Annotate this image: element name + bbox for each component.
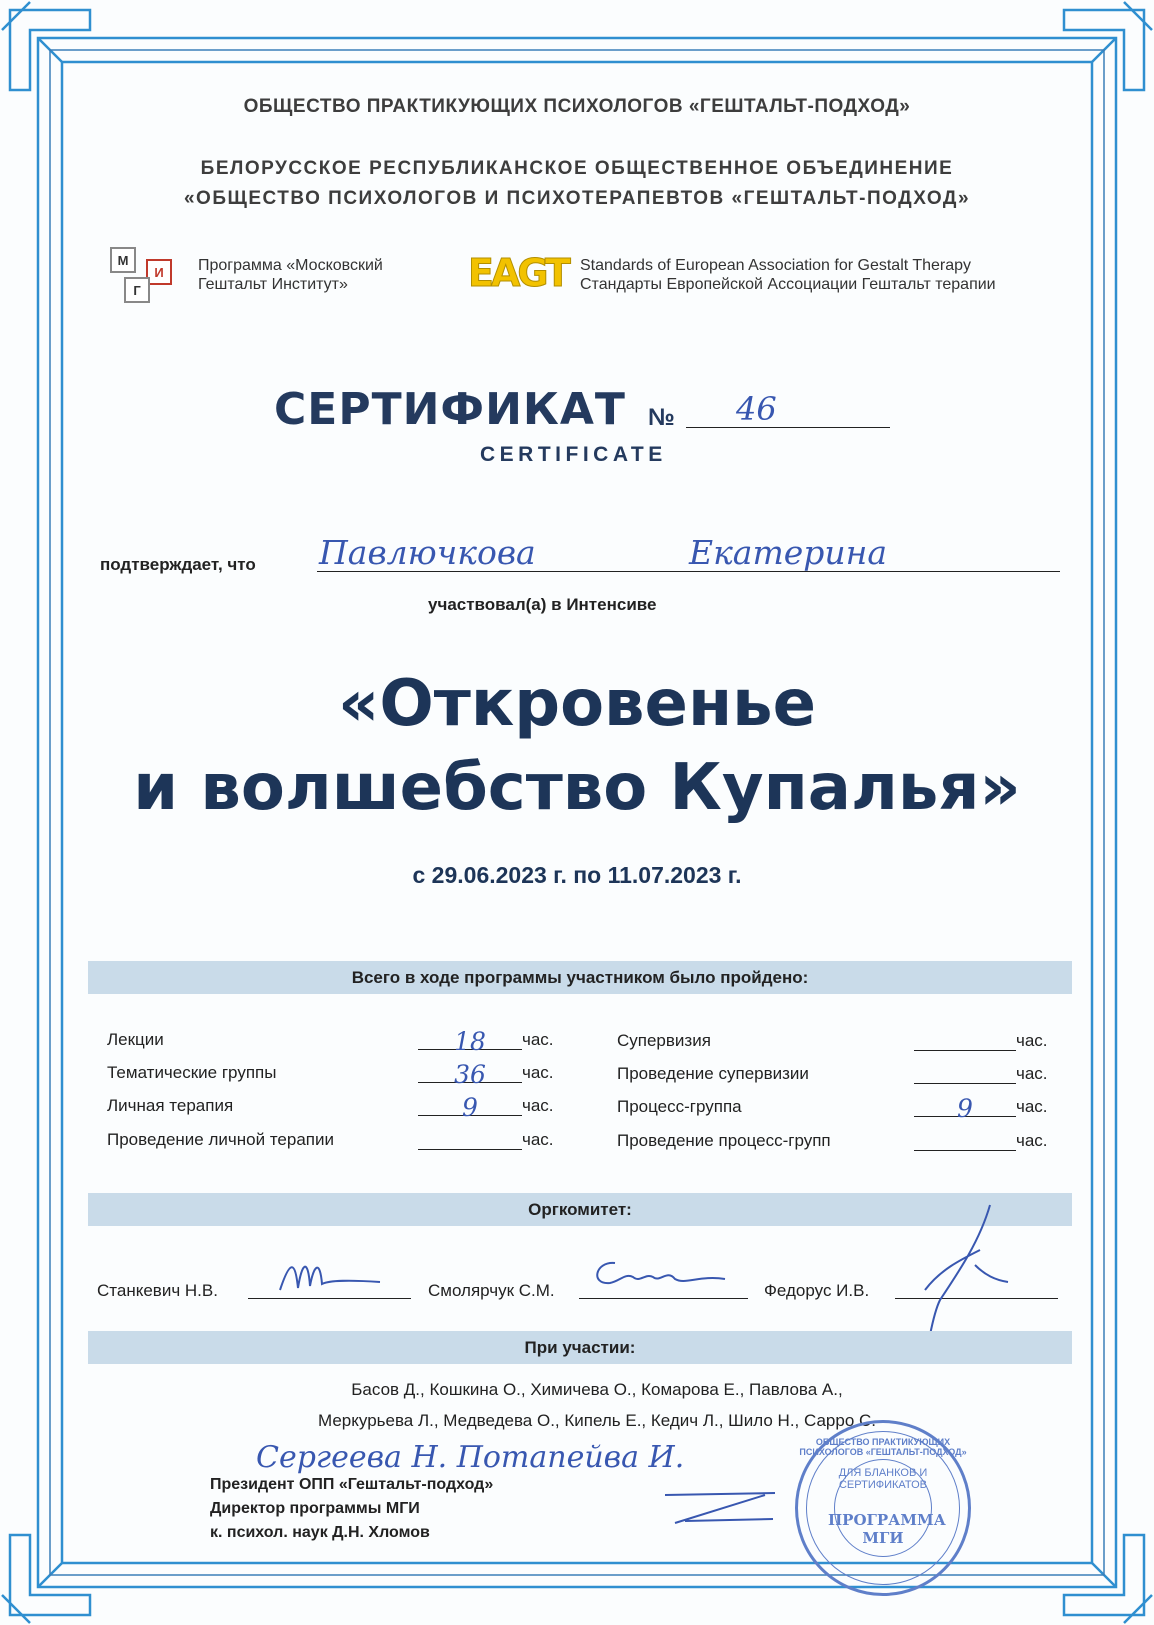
program-title-line2: и волшебство Купалья» xyxy=(133,751,1021,825)
number-field xyxy=(686,390,890,428)
hours-value-row xyxy=(418,1027,554,1056)
recipient-name-field xyxy=(317,533,1060,572)
hours-heading: Всего в ходе программы участником было пройдено: xyxy=(88,961,1072,994)
hours-unit: час. xyxy=(1016,1031,1048,1050)
committee-heading: Оргкомитет: xyxy=(88,1193,1072,1226)
hours-label: Тематические группы xyxy=(107,1063,277,1082)
hours-label: Проведение супервизии xyxy=(617,1064,809,1083)
hours-unit: час. xyxy=(1016,1097,1048,1116)
hours-value-row xyxy=(418,1060,554,1089)
stamp-ring-text: ОБЩЕСТВО ПРАКТИКУЮЩИХ ПСИХОЛОГОВ «ГЕШТАЛЬТ-ПОДХОД» xyxy=(799,1437,967,1457)
committee-member: Федорус И.В. xyxy=(764,1281,870,1300)
mgi-caption-line: Программа «Московский xyxy=(198,257,383,274)
hours-label: Лекции xyxy=(107,1030,164,1049)
hours-value xyxy=(418,1127,522,1150)
hours-value-row xyxy=(914,1028,1048,1051)
participants-handwritten: Сергеева Н. Потапейва И. xyxy=(256,1440,685,1475)
program-title-line1: «Откровенье xyxy=(337,667,817,741)
hours-value: 9 xyxy=(914,1094,1016,1117)
hours-value-row xyxy=(418,1093,554,1122)
hours-value-row xyxy=(914,1061,1048,1084)
program-dates: с 29.06.2023 г. по 11.07.2023 г. xyxy=(412,862,742,888)
hours-label: Проведение личной терапии xyxy=(107,1130,334,1149)
certificate-number: 46 xyxy=(736,390,777,428)
signature-khlomov xyxy=(655,1485,785,1530)
hours-label: Процесс-группа xyxy=(617,1097,742,1116)
hours-label: Проведение процесс-групп xyxy=(617,1131,831,1150)
mgi-logo-letter: И xyxy=(146,259,172,285)
committee-member: Смолярчук С.М. xyxy=(428,1281,555,1300)
signatory-line: Директор программы МГИ xyxy=(210,1500,420,1517)
certificate-subtitle: CERTIFICATE xyxy=(480,443,667,466)
confirm-label: подтверждает, что xyxy=(100,555,256,574)
hours-unit: час. xyxy=(522,1130,554,1149)
org-title: ОБЩЕСТВО ПРАКТИКУЮЩИХ ПСИХОЛОГОВ «ГЕШТАЛЬТ-ПОДХОД» xyxy=(243,96,911,117)
hours-unit: час. xyxy=(1016,1131,1048,1150)
signature-smolyarchuk xyxy=(585,1255,735,1295)
signatory-block xyxy=(210,1473,493,1545)
eagt-logo: EAGT xyxy=(468,251,568,295)
hours-unit: час. xyxy=(1016,1064,1048,1083)
participants-line2: Меркурьева Л., Медведева О., Кипель Е., Кедич Л., Шило Н., Сарро С. xyxy=(318,1411,876,1430)
hours-value xyxy=(914,1128,1016,1151)
hours-value xyxy=(914,1028,1016,1051)
committee-member: Станкевич Н.В. xyxy=(97,1281,218,1300)
eagt-caption-line: Стандарты Европейской Ассоциации Гештальт терапии xyxy=(580,276,996,293)
participation-heading: При участии: xyxy=(88,1331,1072,1364)
mgi-caption xyxy=(198,256,383,294)
hours-value: 9 xyxy=(418,1093,522,1116)
org-subtitle-line1: БЕЛОРУССКОЕ РЕСПУБЛИКАНСКОЕ ОБЩЕСТВЕННОЕ ОБЪЕДИНЕНИЕ xyxy=(200,158,954,179)
recipient-first-name: Екатерина xyxy=(689,533,888,572)
mgi-caption-line: Гештальт Институт» xyxy=(198,276,348,293)
stamp-inner-text: ДЛЯ БЛАНКОВ И СЕРТИФИКАТОВ xyxy=(838,1467,928,1491)
certificate-title: СЕРТИФИКАТ xyxy=(274,384,626,435)
mgi-logo xyxy=(110,247,176,305)
signatory-line: Президент ОПП «Гештальт-подход» xyxy=(210,1476,494,1493)
stamp-center-text: ПРОГРАММА МГИ xyxy=(828,1511,946,1547)
organization-stamp xyxy=(795,1420,971,1596)
signature-fedorus xyxy=(920,1200,1010,1340)
hours-value-row xyxy=(418,1127,554,1150)
participants-line1: Басов Д., Кошкина О., Химичева О., Комарова Е., Павлова А., xyxy=(351,1380,843,1399)
hours-value xyxy=(914,1061,1016,1084)
mgi-logo-letter: М xyxy=(110,247,136,273)
hours-unit: час. xyxy=(522,1063,554,1082)
hours-value-row xyxy=(914,1128,1048,1151)
org-subtitle-line2: «ОБЩЕСТВО ПСИХОЛОГОВ И ПСИХОТЕРАПЕВТОВ «ГЕШТАЛЬТ-ПОДХОД» xyxy=(183,188,971,209)
hours-unit: час. xyxy=(522,1096,554,1115)
mgi-logo-letter: Г xyxy=(124,277,150,303)
hours-unit: час. xyxy=(522,1030,554,1049)
participated-label: участвовал(а) в Интенсиве xyxy=(428,595,657,614)
hours-value-row xyxy=(914,1094,1048,1123)
eagt-caption xyxy=(580,256,996,294)
hours-value: 18 xyxy=(418,1027,522,1050)
hours-label: Личная терапия xyxy=(107,1096,234,1115)
hours-value: 36 xyxy=(418,1060,522,1083)
signatory-line: к. психол. наук Д.Н. Хломов xyxy=(210,1524,430,1541)
signature-stankevich xyxy=(270,1250,390,1300)
recipient-surname: Павлючкова xyxy=(319,533,536,572)
hours-label: Супервизия xyxy=(617,1031,711,1050)
number-label: № xyxy=(648,404,675,431)
eagt-caption-line: Standards of European Association for Gestalt Therapy xyxy=(580,257,972,274)
